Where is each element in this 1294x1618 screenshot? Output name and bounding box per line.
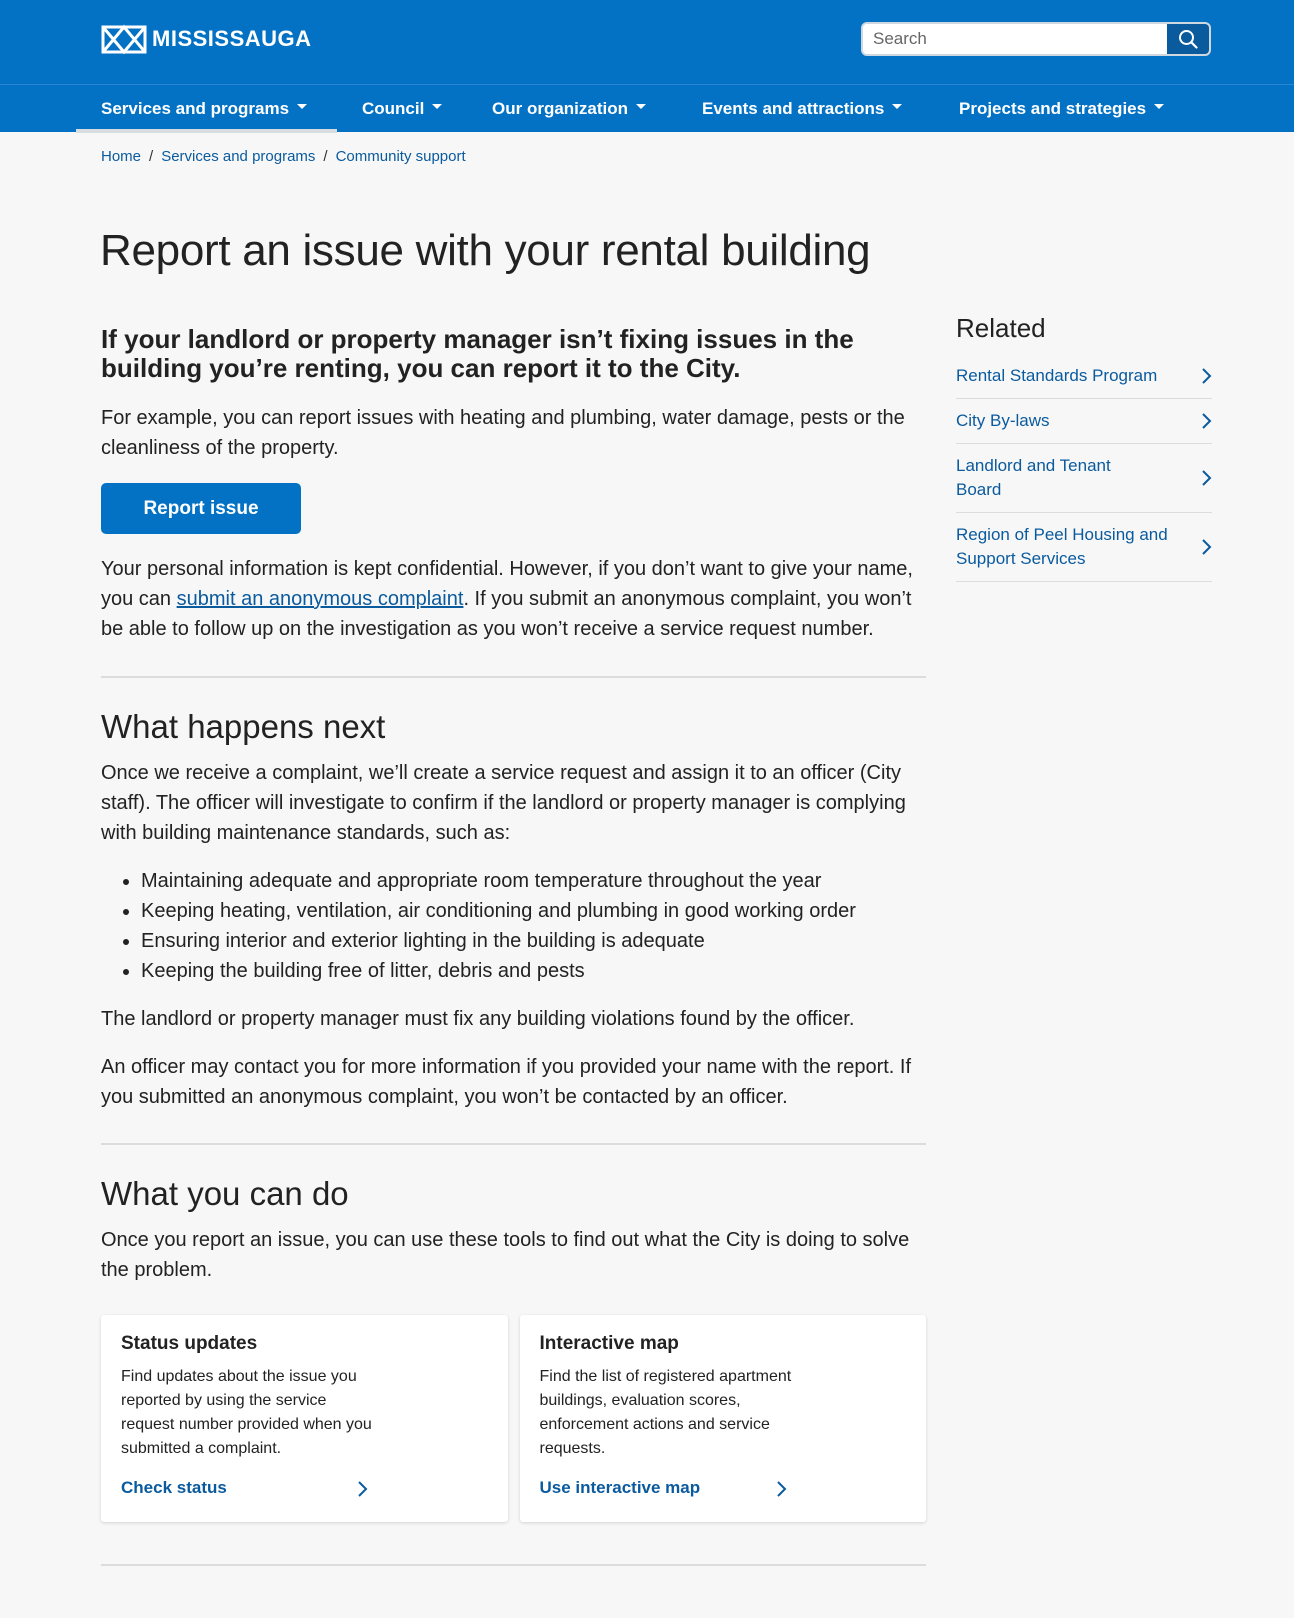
tool-cards [101, 1315, 926, 1522]
caret-down-icon [297, 104, 307, 109]
breadcrumb-separator: / [323, 148, 328, 165]
main-content [101, 325, 926, 1566]
logo-text: MISSISSAUGA [152, 26, 312, 51]
privacy-text: Your personal information is kept confidential. However, if you don’t want to give your name, you can [101, 558, 913, 610]
chevron-right-icon [1200, 469, 1212, 487]
related-link-label: Landlord and Tenant Board [956, 456, 1111, 499]
chevron-right-icon [1200, 367, 1212, 385]
nav-label: Council [362, 99, 425, 118]
related-link-label: Region of Peel Housing and Support Services [956, 525, 1168, 568]
main-nav [0, 84, 1294, 132]
divider [101, 676, 926, 678]
privacy-text: . If you submit an anonymous complaint, you won’t be able to follow up on the investigation as you won’t receive a service request number. [101, 588, 912, 640]
report-issue-button[interactable]: Report issue [101, 483, 301, 534]
standards-list [101, 866, 926, 986]
what-happens-next-heading: What happens next [101, 708, 386, 745]
check-status-link[interactable]: Check status [121, 1478, 227, 1497]
chevron-right-icon [1200, 412, 1212, 430]
related-link-label: City By-laws [956, 411, 1050, 430]
next-paragraph-2: The landlord or property manager must fix any building violations found by the officer. [101, 1008, 855, 1030]
top-header [0, 0, 1294, 84]
breadcrumb-services-and-programs[interactable]: Services and programs [161, 148, 316, 165]
nav-services-and-programs[interactable] [101, 85, 307, 133]
caret-down-icon [892, 104, 902, 109]
anonymous-complaint-link[interactable]: submit an anonymous complaint [176, 588, 464, 610]
intro-lead: If your landlord or property manager isn’t fixing issues in the building you’re renting, you can report it to the City. [101, 324, 854, 383]
can-do-paragraph: Once you report an issue, you can use these tools to find out what the City is doing to solve the problem. [101, 1229, 910, 1281]
nav-active-indicator [76, 129, 337, 133]
search-icon [1178, 29, 1198, 49]
list-item: • Ensuring interior and exterior lighting in the building is adequate [141, 926, 926, 956]
list-item: • Keeping heating, ventilation, air conditioning and plumbing in good working order [141, 896, 926, 926]
chevron-right-icon[interactable] [356, 1480, 368, 1498]
card-title: Status updates [121, 1333, 258, 1354]
caret-down-icon [1154, 104, 1164, 109]
next-paragraph-3: An officer may contact you for more information if you provided your name with the report. If you submitted an anonymous complaint, you won’t be contacted by an officer. [101, 1056, 912, 1108]
card-title: Interactive map [539, 1333, 679, 1354]
related-link-label: Rental Standards Program [956, 366, 1158, 385]
related-link-landlord-and-tenant-board[interactable] [956, 444, 1212, 513]
caret-down-icon [636, 104, 646, 109]
logo-icon [100, 23, 148, 55]
nav-label: Services and programs [101, 99, 290, 118]
nav-projects-and-strategies[interactable] [959, 85, 1164, 133]
breadcrumb-separator: / [149, 148, 154, 165]
breadcrumb [101, 148, 466, 165]
list-item: • Maintaining adequate and appropriate room temperature throughout the year [141, 866, 926, 896]
card-text: Find updates about the issue you reported by using the service request number provided when you submitted a complaint. [121, 1368, 372, 1457]
nav-events-and-attractions[interactable] [702, 85, 902, 133]
report-button-wrap [101, 483, 926, 534]
status-updates-card [101, 1315, 508, 1522]
search-input[interactable] [863, 24, 1167, 54]
card-text: Find the list of registered apartment buildings, evaluation scores, enforcement actions and service requests. [539, 1368, 792, 1457]
caret-down-icon [432, 104, 442, 109]
related-link-rental-standards-program[interactable] [956, 354, 1212, 399]
use-interactive-map-link[interactable]: Use interactive map [539, 1478, 701, 1497]
nav-label: Events and attractions [702, 99, 885, 118]
related-sidebar [956, 313, 1212, 582]
chevron-right-icon[interactable] [775, 1480, 787, 1498]
mississauga-logo[interactable] [100, 23, 312, 55]
search-box [861, 22, 1211, 56]
what-you-can-do-heading: What you can do [101, 1175, 349, 1212]
nav-label: Our organization [492, 99, 628, 118]
related-link-city-by-laws[interactable] [956, 399, 1212, 444]
search-button[interactable] [1167, 24, 1209, 54]
divider [101, 1564, 926, 1566]
related-title: Related [956, 313, 1046, 343]
privacy-paragraph [101, 554, 926, 644]
list-item: • Keeping the building free of litter, debris and pests [141, 956, 926, 986]
divider [101, 1143, 926, 1145]
breadcrumb-community-support[interactable]: Community support [335, 148, 466, 165]
page-title: Report an issue with your rental building [100, 226, 871, 275]
nav-label: Projects and strategies [959, 99, 1147, 118]
next-paragraph-1: Once we receive a complaint, we’ll create a service request and assign it to an officer (City staff). The officer will investigate to confirm if the landlord or property manager is complying with building maintenance standards, such as: [101, 762, 906, 844]
interactive-map-card [520, 1315, 927, 1522]
nav-council[interactable] [362, 85, 442, 133]
intro-example: For example, you can report issues with heating and plumbing, water damage, pests or the cleanliness of the property. [101, 407, 905, 459]
breadcrumb-home[interactable]: Home [101, 148, 142, 165]
nav-our-organization[interactable] [492, 85, 646, 133]
related-link-region-of-peel-housing[interactable] [956, 513, 1212, 582]
chevron-right-icon [1200, 538, 1212, 556]
